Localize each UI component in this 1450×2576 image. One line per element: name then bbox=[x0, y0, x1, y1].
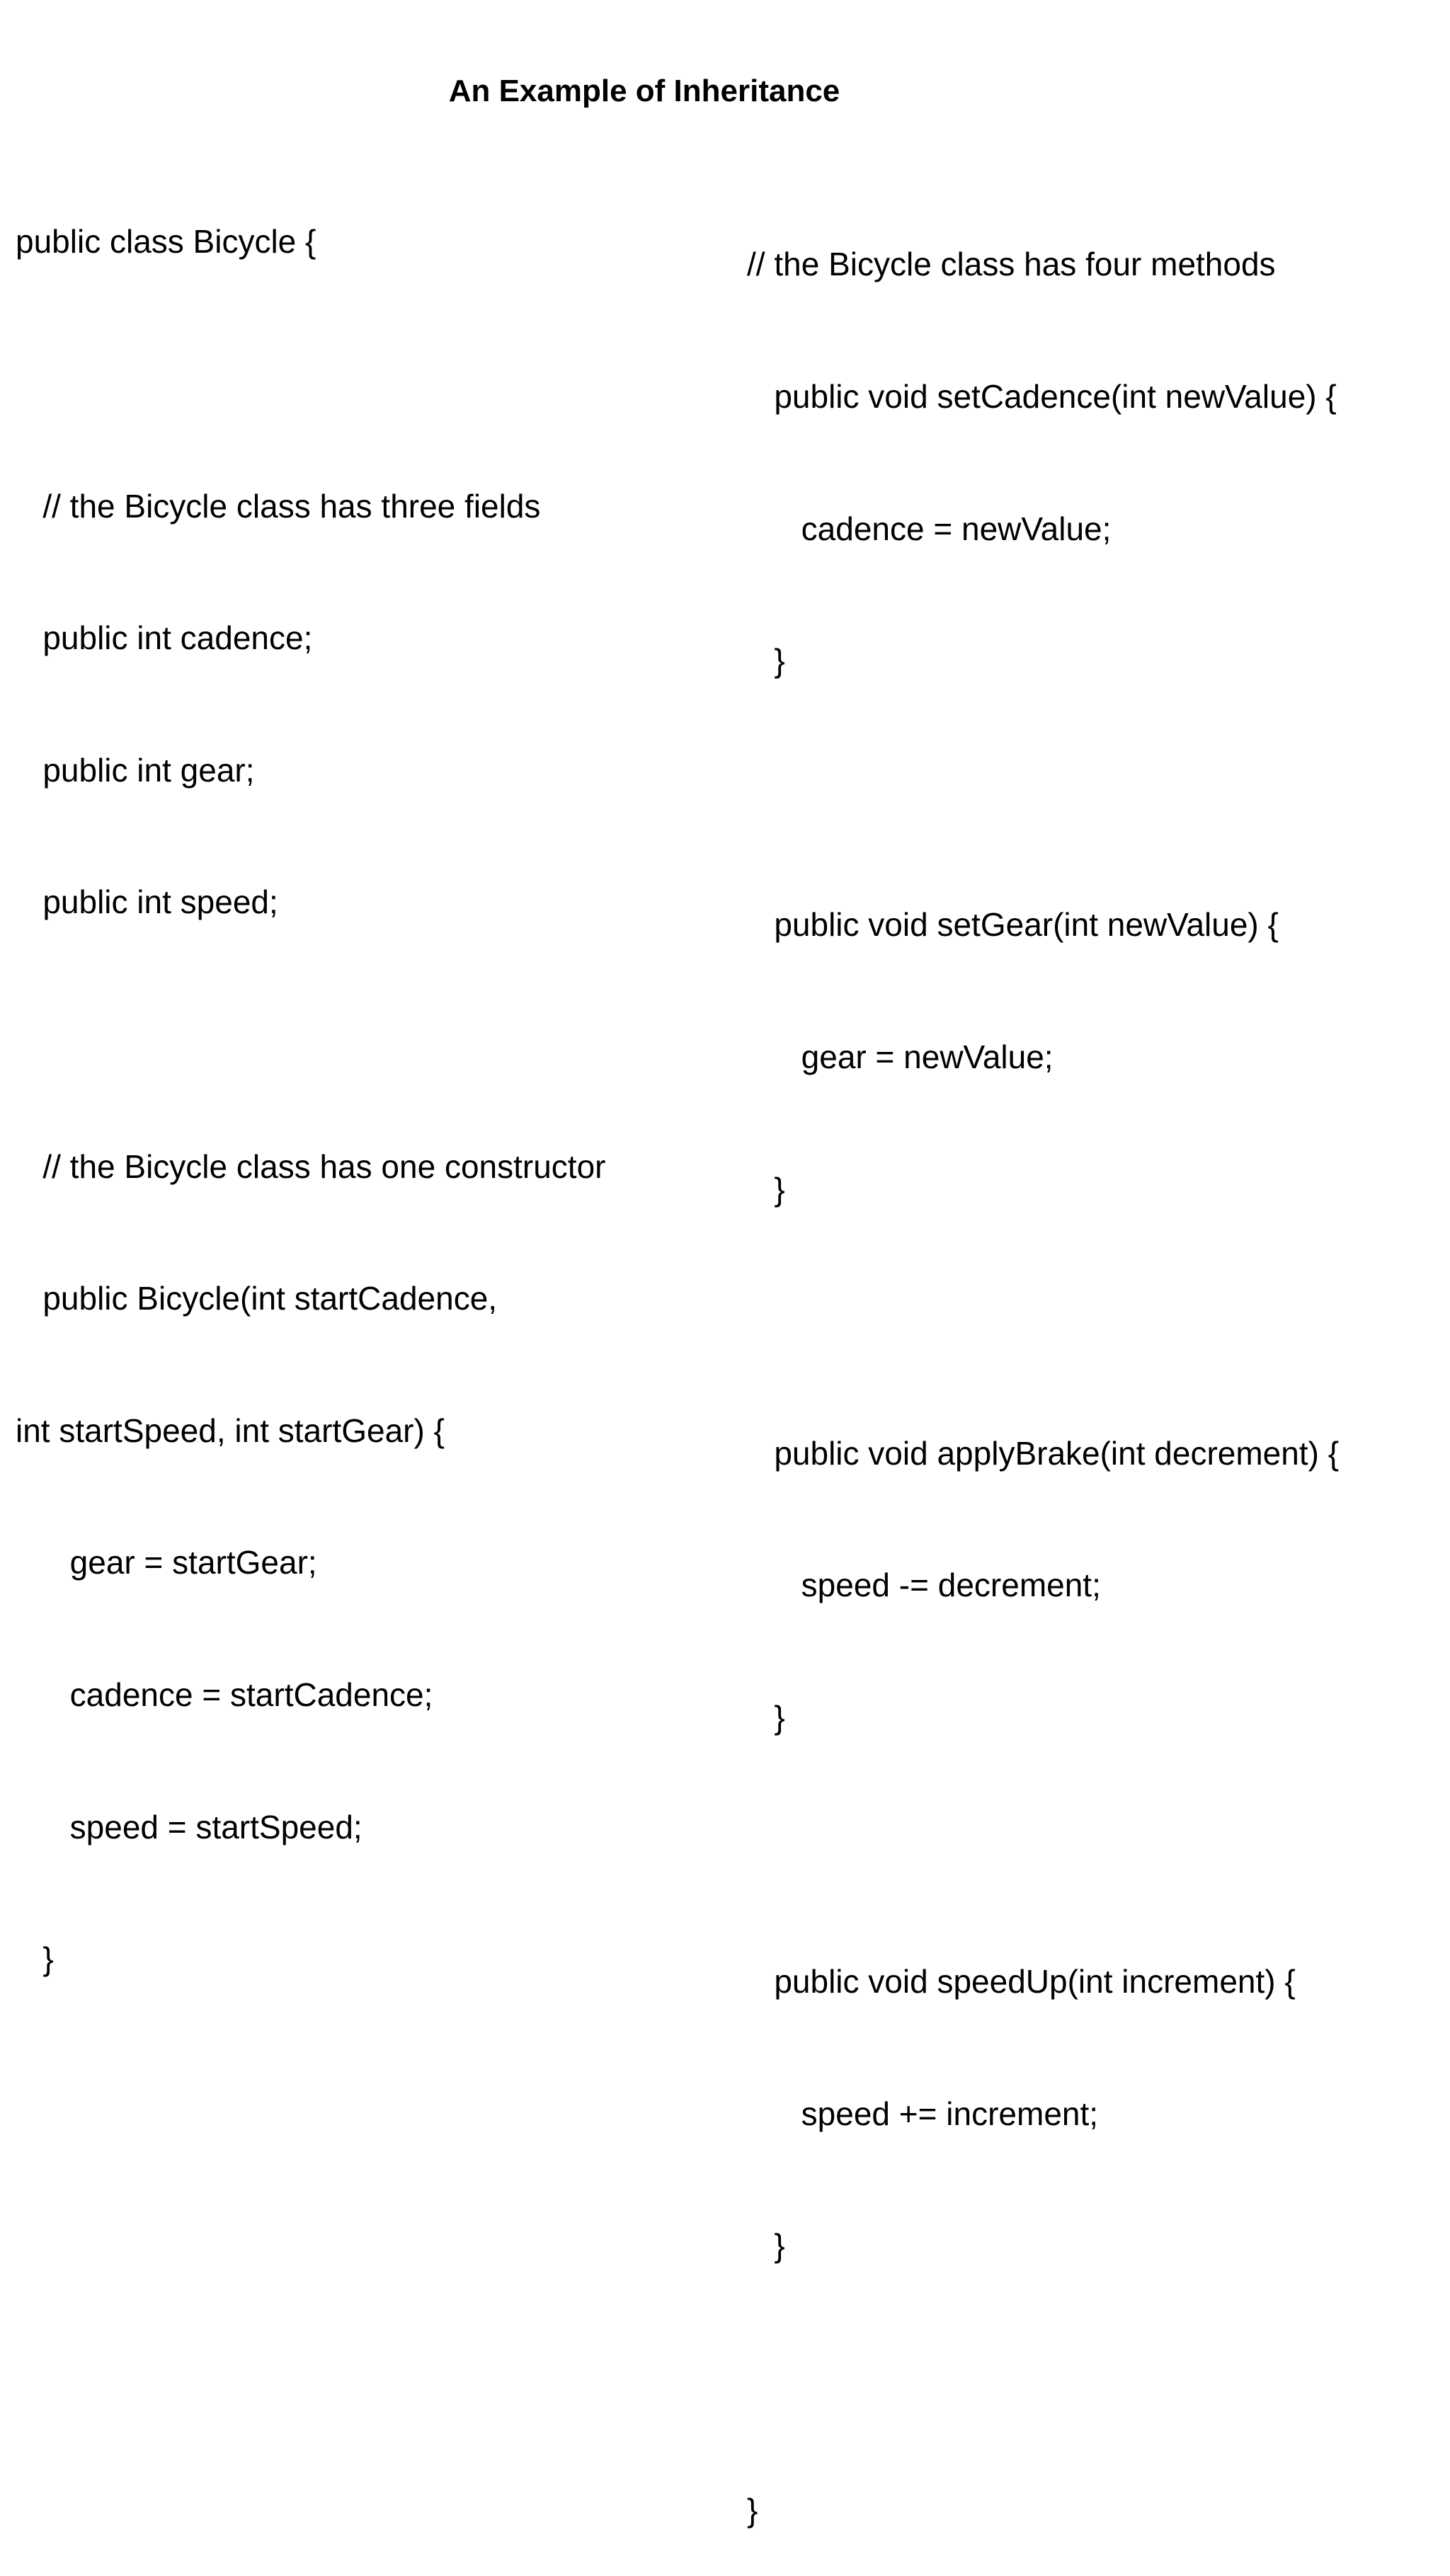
code-line: // the Bicycle class has four methods bbox=[747, 246, 1276, 283]
code-line: gear = newValue; bbox=[747, 1038, 1054, 1075]
code-line: int startSpeed, int startGear) { bbox=[16, 1412, 445, 1449]
slide-title: An Example of Inheritance bbox=[448, 74, 840, 108]
code-line: public class Bicycle { bbox=[16, 223, 316, 261]
code-line: public void setCadence(int newValue) { bbox=[747, 378, 1337, 415]
code-line: speed -= decrement; bbox=[747, 1567, 1101, 1604]
code-line: public Bicycle(int startCadence, bbox=[16, 1280, 498, 1317]
code-line: } bbox=[747, 642, 785, 680]
code-line: cadence = startCadence; bbox=[16, 1676, 433, 1713]
code-line: public int speed; bbox=[16, 883, 278, 921]
code-line: public int gear; bbox=[16, 751, 255, 789]
code-line: public void applyBrake(int decrement) { bbox=[747, 1434, 1340, 1472]
bicycle-class-fields-and-constructor bbox=[16, 132, 605, 2025]
code-line bbox=[747, 1299, 1339, 1343]
code-line: // the Bicycle class has one constructor bbox=[16, 1147, 606, 1185]
code-line: } bbox=[747, 1170, 785, 1208]
code-line: } bbox=[16, 1940, 54, 1978]
code-line: } bbox=[747, 2227, 785, 2265]
code-line: } bbox=[747, 2491, 758, 2529]
code-line bbox=[747, 771, 1339, 815]
code-line bbox=[16, 352, 605, 396]
code-line: gear = startGear; bbox=[16, 1544, 317, 1581]
code-line: // the Bicycle class has three fields bbox=[16, 487, 541, 525]
code-line: public void setGear(int newValue) { bbox=[747, 906, 1279, 944]
code-line bbox=[747, 1828, 1339, 1872]
code-line: speed += increment; bbox=[747, 2095, 1099, 2132]
code-line: public int cadence; bbox=[16, 619, 313, 657]
code-line: } bbox=[747, 1698, 785, 1736]
code-line: public void speedUp(int increment) { bbox=[747, 1963, 1296, 2000]
code-line bbox=[747, 2356, 1339, 2400]
code-line: speed = startSpeed; bbox=[16, 1808, 362, 1845]
code-line: cadence = newValue; bbox=[747, 510, 1112, 547]
bicycle-class-methods bbox=[747, 154, 1339, 2576]
code-line bbox=[16, 1012, 605, 1056]
